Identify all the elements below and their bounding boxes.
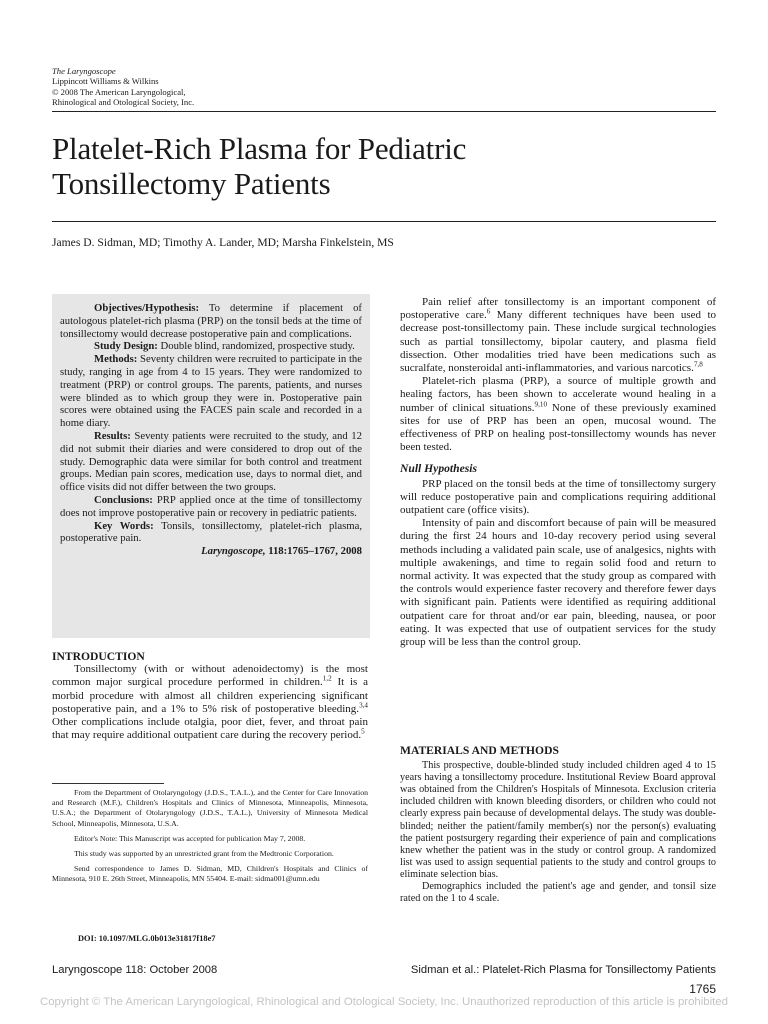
objectives-label: Objectives/Hypothesis: (94, 302, 200, 314)
footnote-correspondence: Send correspondence to James D. Sidman, MD, Children's Hospitals and Clinics of Minnesota, 910 E. 26th Street, Minneapolis, MN 55404. E-mail: sidma001@umn.edu (52, 864, 368, 884)
prp-paragraph (400, 375, 716, 454)
conclusions-label: Conclusions: (94, 493, 153, 506)
methods-text: Seventy children were recruited to participate in the study, ranging in age from 4 to 15 years. They were randomized to treatment (PRP) or control groups. The parents, patients, and nurses were blinded as to which group they were in. Postoperative pain scores were obtained using the FACES pain scale and recorded in a home diary. (60, 353, 362, 430)
keywords-label: Key Words: (94, 519, 154, 532)
intro-text-c: Other complications include otalgia, poor diet, fever, and throat pain that may require additional outpatient care during the recovery period. (52, 716, 368, 742)
introduction-heading: INTRODUCTION (52, 650, 145, 663)
ref-superscript: 1,2 (322, 674, 332, 683)
title-line-2: Tonsillectomy Patients (52, 166, 331, 201)
null-hypothesis-paragraph: PRP placed on the tonsil beds at the time of tonsillectomy surgery will reduce postoperative pain and complications requiring additional outpatient care (office visits). (400, 477, 716, 517)
abstract-design (60, 340, 362, 353)
footnote-grant: This study was supported by an unrestricted grant from the Medtronic Corporation. (74, 849, 334, 859)
title-rule (52, 221, 716, 222)
rc-text-d: None of these previously examined sites for use of PRP has been an open, mucosal wound. The effectiveness of PRP on healing post-tonsillectomy wounds has never been tested. (400, 401, 716, 454)
copyright-watermark: Copyright © The American Laryngological, Rhinological and Otological Society, Inc. Unauthorized reproduction of this article is prohibited (40, 996, 728, 1008)
footer-journal-issue: Laryngoscope 118: October 2008 (52, 964, 218, 976)
doi: DOI: 10.1097/MLG.0b013e31817f18e7 (78, 934, 216, 943)
methods-label: Methods: (94, 353, 138, 366)
right-column (400, 296, 716, 649)
intro-text-a: Tonsillectomy (with or without adenoidectomy) is the most common major surgical procedure performed in children. (52, 663, 368, 689)
abstract-citation (60, 545, 362, 558)
title-line-1: Platelet-Rich Plasma for Pediatric (52, 131, 467, 166)
ref-superscript: 3,4 (359, 701, 368, 710)
keywords-text: Tonsils, tonsillectomy, platelet-rich plasma, postoperative pain. (60, 519, 362, 545)
abstract-results (60, 430, 362, 494)
objectives-text: To determine if placement of autologous platelet-rich plasma (PRP) on the tonsil beds at the time of tonsillectomy would decrease postoperative pain and complications. (60, 302, 362, 340)
publisher: Lippincott Williams & Wilkins (52, 76, 159, 87)
footnote-editor-note: Editor's Note: This Manuscript was accepted for publication May 7, 2008. (74, 833, 306, 843)
ref-superscript: 5 (361, 727, 365, 736)
abstract-box (52, 294, 370, 638)
footer-running-title: Sidman et al.: Platelet-Rich Plasma for Tonsillectomy Patients (410, 964, 716, 976)
copyright-line-1: © 2008 The American Laryngological, (52, 86, 186, 97)
abstract-objectives (60, 302, 362, 340)
introduction-section (52, 650, 368, 742)
citation-ref: 118:1765–1767, 2008 (265, 545, 362, 558)
pain-relief-paragraph (400, 296, 716, 375)
ref-superscript: 9,10 (534, 399, 548, 408)
rc-text-a: Pain relief after tonsillectomy is an important component of postoperative care. (400, 296, 716, 322)
methods-paragraph-2: Demographics included the patient's age and gender, and tonsil size rated on the 1 to 4 scale. (400, 881, 716, 905)
footnote-affiliations: From the Department of Otolaryngology (J.D.S., T.A.L.), and the Center for Care Innovation and Research (M.F.), Children's Hospitals and Clinics of Minnesota, Minneapolis, Minnesota, U.S.A.; the Department of Otolaryngology (J.D.S., T.A.L.), University of Minnesota Medical School, Minneapolis, Minnesota, U.S.A. (52, 788, 368, 828)
copyright-line-2: Rhinological and Otological Society, Inc. (52, 97, 195, 108)
citation-journal: Laryngoscope, (201, 545, 266, 558)
abstract-methods (60, 353, 362, 430)
methods-heading: MATERIALS AND METHODS (400, 744, 559, 757)
journal-header (52, 66, 194, 108)
methods-paragraph-1: This prospective, double-blinded study included children aged 4 to 15 years having a tonsillectomy procedure. Institutional Review Board approval was obtained from the Children's Hospitals of Minnesota. Exclusion criteria included children with known bleeding disorders, or children who could not clearly express pain because of developmental delays. The study was double-blinded; neither the patient/family member(s) nor the person(s) evaluating the patient postsurgery regarding their experience of pain and complications knew whether the patient was in the study or control group. A randomized list was used to assign sequential patients to the study and control groups to eliminate selection bias. (400, 760, 716, 880)
abstract-conclusions (60, 494, 362, 520)
journal-name: The Laryngoscope (52, 66, 116, 76)
header-rule (52, 111, 716, 112)
article-title (52, 131, 716, 201)
abstract-keywords (60, 520, 362, 546)
results-text: Seventy patients were recruited to the study, and 12 did not submit their diaries and were considered to drop out of the study. Demographic data were similar for both control and treatment groups. Median pain scores, medication use, days to normal diet, and office visits did not differ between the two groups. (60, 429, 362, 494)
intro-text-b: It is a morbid procedure with almost all children experiencing significant postoperative pain, and a 1% to 5% risk of postoperative bleeding. (52, 676, 368, 715)
ref-superscript: 6 (486, 307, 491, 316)
page-number: 1765 (689, 982, 716, 996)
ref-superscript: 7,8 (693, 360, 703, 369)
introduction-paragraph (52, 663, 368, 742)
rc-text-b: Many different techniques have been used to decrease post-tonsillectomy pain. These include surgical technologies such as partial tonsillectomy, bipolar cautery, and plasma field dissection. Other modalities tried have been medications such as sucralfate, nonsteroidal anti-inflammatories, and various narcotics. (400, 309, 716, 375)
design-label: Study Design: (94, 340, 158, 353)
author-list: James D. Sidman, MD; Timothy A. Lander, MD; Marsha Finkelstein, MS (52, 236, 394, 249)
rc-text-c: Platelet-rich plasma (PRP), a source of multiple growth and healing factors, has been shown to accelerate wound healing in a number of clinical situations. (400, 375, 716, 414)
results-label: Results: (94, 429, 131, 442)
footnotes (52, 788, 368, 890)
methods-section (400, 745, 716, 905)
conclusions-text: PRP applied once at the time of tonsillectomy does not improve postoperative pain or recovery in pediatric patients. (60, 493, 362, 519)
measurement-paragraph: Intensity of pain and discomfort because of pain will be measured during the first 24 hours and 10-day recovery period using several methods including a validated pain scale, use of analgesics, nights with multiple awakenings, and time to regain solid food and return to normal activity. It was expected that the study group as compared with the controls would experience faster recovery and therefore fewer days with significant pain. Patients were identified as requiring additional outpatient care for throat and/or ear pain, bleeding, nausea, or poor eating. It was expected that use of outpatient services for the study group will be less than the control group. (400, 517, 716, 649)
footnote-rule (52, 783, 164, 784)
design-text: Double blind, randomized, prospective study. (157, 340, 355, 353)
null-hypothesis-heading: Null Hypothesis (400, 462, 477, 476)
